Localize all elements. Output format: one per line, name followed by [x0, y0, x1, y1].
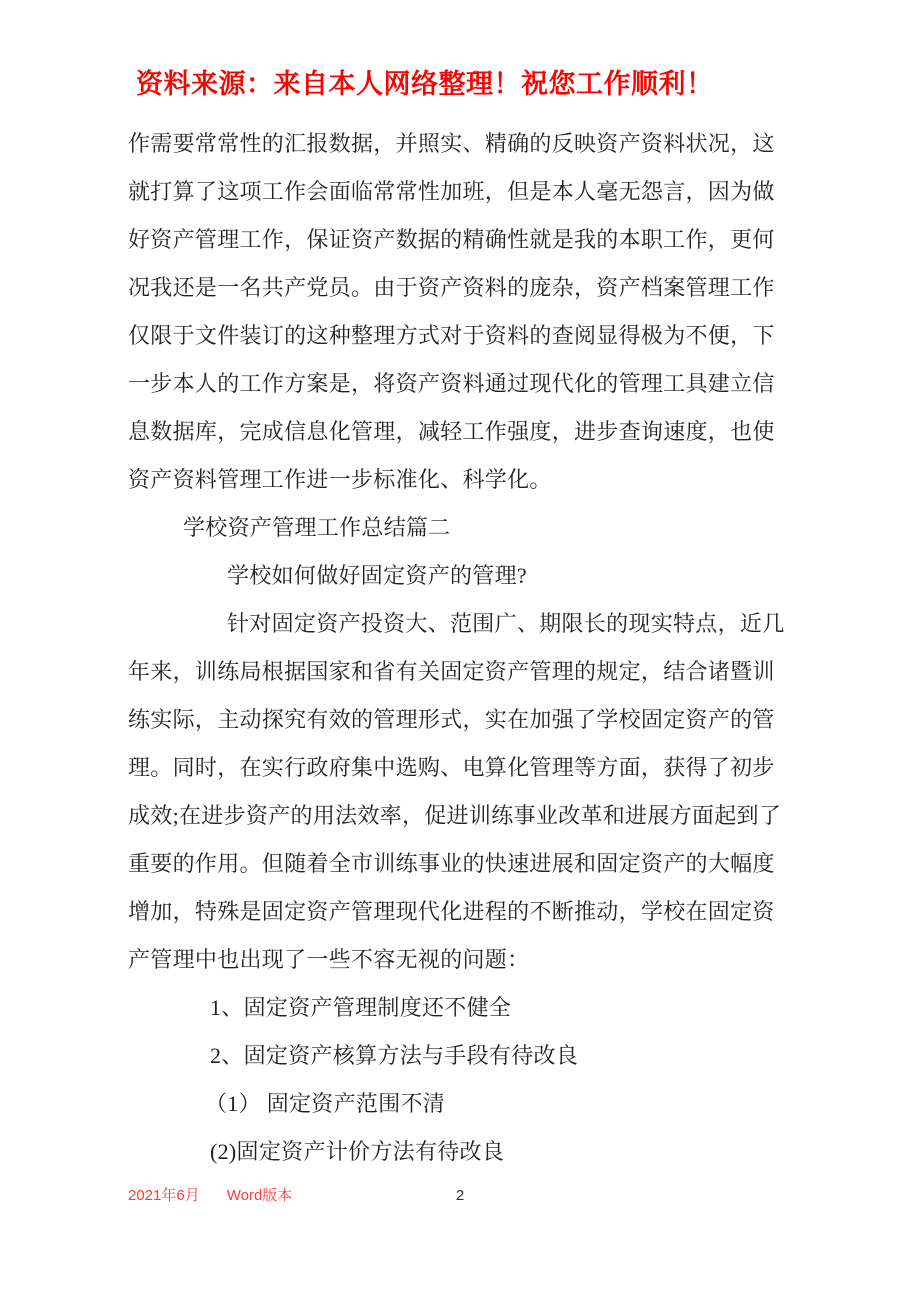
- body-line: 针对固定资产投资大、范围广、期限长的现实特点，近几: [227, 611, 785, 636]
- body-line: 资产资料管理工作进一步标准化、科学化。: [128, 467, 552, 492]
- body-line: 作需要常常性的汇报数据，并照实、精确的反映资产资料状况，这: [128, 131, 775, 156]
- body-line: 好资产管理工作，保证资产数据的精确性就是我的本职工作，更何: [128, 227, 775, 252]
- list-item: 1、固定资产管理制度还不健全: [210, 995, 512, 1020]
- footer-date: 2021年6月: [128, 1187, 200, 1204]
- document-body: [128, 120, 808, 1176]
- body-line: 重要的作用。但随着全市训练事业的快速进展和固定资产的大幅度: [128, 851, 775, 876]
- body-line: 仅限于文件装订的这种整理方式对于资料的查阅显得极为不便，下: [128, 323, 775, 348]
- footer-version-label: Word版本: [226, 1187, 293, 1204]
- list-item: （1） 固定资产范围不清: [205, 1091, 446, 1116]
- body-line: 产管理中也出现了一些不容无视的问题：: [128, 947, 530, 972]
- body-line: 年来，训练局根据国家和省有关固定资产管理的规定，结合诸暨训: [128, 659, 775, 684]
- body-line: 练实际，主动探究有效的管理形式，实在加强了学校固定资产的管: [128, 707, 775, 732]
- list-item: 2、固定资产核算方法与手段有待改良: [210, 1043, 579, 1068]
- list-item: (2)固定资产计价方法有待改良: [210, 1139, 505, 1164]
- body-line: 理。同时，在实行政府集中选购、电算化管理等方面，获得了初步: [128, 755, 775, 780]
- section-title: 学校资产管理工作总结篇二: [183, 515, 451, 540]
- body-line: 一步本人的工作方案是，将资产资料通过现代化的管理工具建立信: [128, 371, 775, 396]
- page-number: 2: [455, 1187, 465, 1204]
- body-line: 就打算了这项工作会面临常常性加班，但是本人毫无怨言，因为做: [128, 179, 775, 204]
- body-line: 学校如何做好固定资产的管理?: [227, 563, 527, 588]
- body-line: 况我还是一名共产党员。由于资产资料的庞杂，资产档案管理工作: [128, 275, 775, 300]
- body-line: 成效;在进步资产的用法效率，促进训练事业改革和进展方面起到了: [128, 803, 782, 828]
- body-line: 增加，特殊是固定资产管理现代化进程的不断推动，学校在固定资: [128, 899, 775, 924]
- body-line: 息数据库，完成信息化管理，减轻工作强度，进步查询速度，也使: [128, 419, 775, 444]
- header-notice: 资料来源：来自本人网络整理！祝您工作顺利！: [136, 69, 714, 99]
